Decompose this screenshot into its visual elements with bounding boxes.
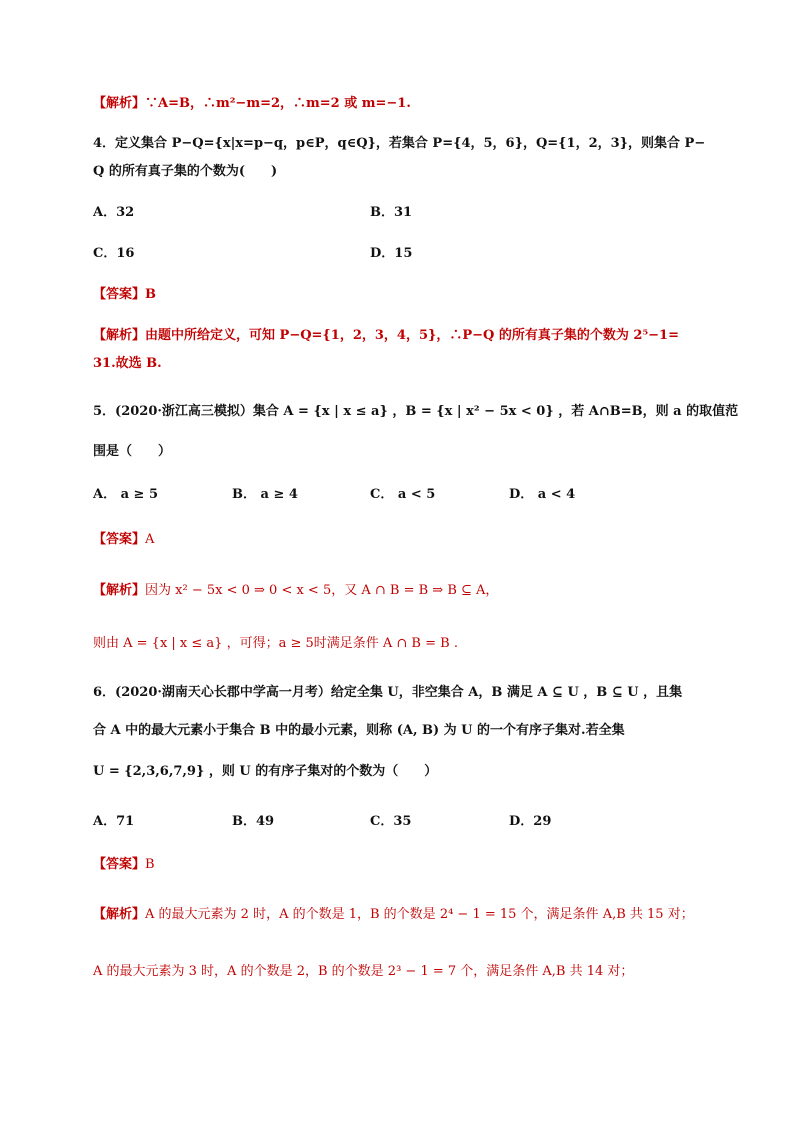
q6-stem-line1: 6．(2020·湖南天心长郡中学高一月考）给定全集 U，非空集合 A，B 满足 A ⊆ U ，B ⊆ U ，且集	[93, 685, 683, 700]
q6-analysis-line1	[93, 906, 694, 924]
q4-option-d: D．15	[370, 246, 413, 261]
q6-answer-value: B	[145, 857, 155, 872]
q3-analysis-label: 【解析】	[93, 96, 146, 111]
q5-answer	[93, 531, 154, 549]
q4-analysis-text1: 由题中所给定义，可知 P−Q={1，2，3，4，5}，∴P−Q 的所有真子集的个数为 2⁵−1=	[145, 328, 679, 343]
q6-answer	[93, 856, 155, 874]
q6-option-b: B．49	[232, 814, 275, 829]
q3-analysis	[93, 95, 411, 113]
q4-answer-value: B	[145, 287, 157, 302]
q4-analysis-line1	[93, 327, 679, 345]
q5-answer-label: 【答案】	[93, 532, 146, 547]
q4-answer-label: 【答案】	[93, 287, 146, 302]
q5-stem-line1: 5．(2020·浙江高三模拟）集合 A = {x | x ≤ a} ，B = {x | x² − 5x < 0} ，若 A∩B=B，则 a 的取值范	[93, 404, 739, 419]
q6-option-c: C．35	[370, 814, 412, 829]
q6-analysis-line2: A 的最大元素为 3 时，A 的个数是 2，B 的个数是 2³ − 1 = 7 个，满足条件 A,B 共 14 对；	[93, 964, 634, 979]
q4-option-a: A．32	[93, 205, 135, 220]
q3-analysis-text: ∵A=B，∴m²−m=2，∴m=2 或 m=−1.	[145, 96, 411, 111]
q5-analysis-label: 【解析】	[93, 583, 146, 598]
q6-analysis-text1: A 的最大元素为 2 时，A 的个数是 1，B 的个数是 2⁴ − 1 = 15 个，满足条件 A,B 共 15 对；	[145, 907, 694, 922]
q6-stem-line3: U = {2,3,6,7,9} ，则 U 的有序子集对的个数为（ ）	[93, 764, 438, 779]
q6-answer-label: 【答案】	[93, 857, 146, 872]
q5-answer-value: A	[145, 532, 155, 547]
q6-option-a: A．71	[93, 814, 135, 829]
q4-answer	[93, 286, 156, 304]
q6-option-d: D．29	[509, 814, 552, 829]
q4-analysis-label: 【解析】	[93, 328, 146, 343]
q5-option-d: D． a < 4	[509, 487, 576, 502]
q5-stem-line2: 围是（ ）	[93, 444, 172, 459]
q5-analysis-line1	[93, 582, 498, 600]
q6-stem-line2: 合 A 中的最大元素小于集合 B 中的最小元素，则称 (A, B) 为 U 的一个有序子集对.若全集	[93, 723, 625, 738]
q4-stem-line1: 4．定义集合 P−Q={x|x=p−q，p∈P，q∈Q}，若集合 P={4，5，6}，Q={1，2，3}，则集合 P−	[93, 136, 706, 151]
q5-analysis-line2: 则由 A = {x | x ≤ a} ，可得；a ≥ 5时满足条件 A ∩ B = B .	[93, 636, 458, 651]
q4-stem-line2: Q 的所有真子集的个数为( )	[93, 164, 278, 179]
q5-option-a: A． a ≥ 5	[93, 487, 159, 502]
q6-analysis-label: 【解析】	[93, 907, 146, 922]
q5-analysis-text1: 因为 x² − 5x < 0 ⇒ 0 < x < 5，又 A ∩ B = B ⇒ B ⊆ A，	[145, 583, 499, 598]
q5-option-c: C． a < 5	[370, 487, 436, 502]
q5-option-b: B． a ≥ 4	[232, 487, 298, 502]
q4-analysis-line2: 31.故选 B.	[93, 356, 162, 371]
q4-option-b: B．31	[370, 205, 413, 220]
q4-option-c: C．16	[93, 246, 135, 261]
